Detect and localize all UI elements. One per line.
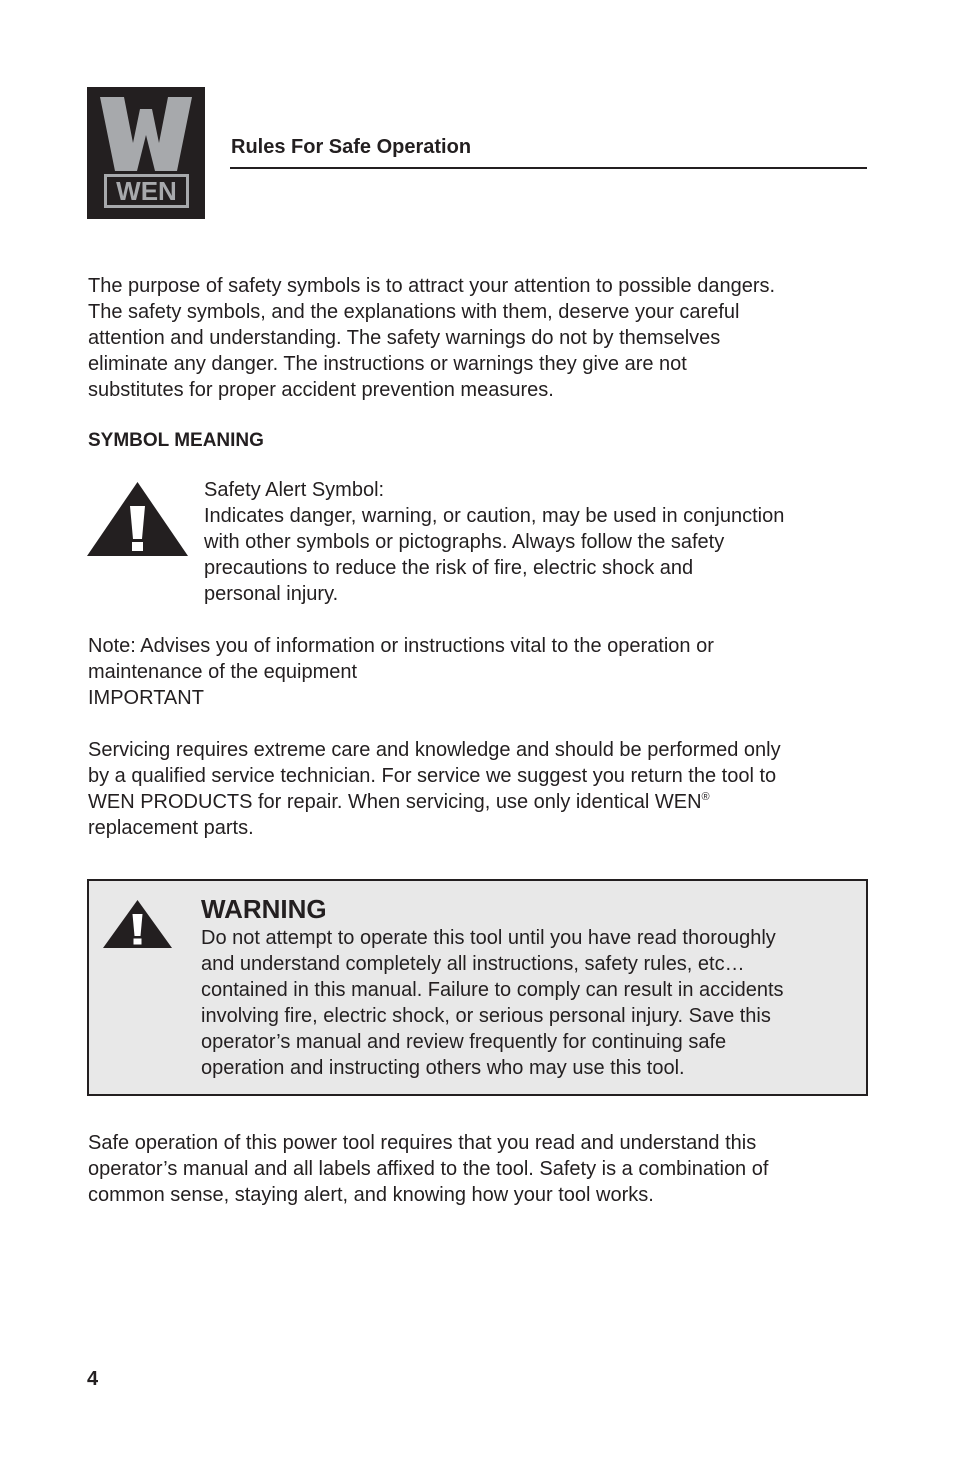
warning-line: involving fire, electric shock, or serious personal injury. Save this (201, 1005, 771, 1027)
note-line: IMPORTANT (88, 687, 204, 709)
warning-line: operator’s manual and review frequently for continuing safe (201, 1031, 727, 1053)
note-line: Note: Advises you of information or instructions vital to the operation or (88, 635, 714, 657)
note-paragraph (88, 633, 868, 711)
intro-line: The safety symbols, and the explanations with them, deserve your careful (88, 301, 740, 323)
alert-line: with other symbols or pictographs. Always follow the safety (204, 531, 725, 553)
intro-paragraph (88, 273, 868, 403)
safety-alert-description (204, 477, 884, 607)
registered-mark: ® (701, 791, 710, 803)
warning-line: operation and instructing others who may use this tool. (201, 1057, 685, 1079)
warning-triangle-icon (103, 900, 172, 948)
closing-line: operator’s manual and all labels affixed to the tool. Safety is a combination of (88, 1158, 769, 1180)
logo-text: WEN (116, 176, 177, 206)
warning-line: contained in this manual. Failure to comply can result in accidents (201, 979, 784, 1001)
closing-paragraph (88, 1130, 868, 1208)
warning-triangle-icon (87, 482, 188, 556)
note-line: maintenance of the equipment (88, 661, 358, 683)
warning-line: Do not attempt to operate this tool until you have read thoroughly (201, 927, 776, 949)
warning-line: and understand completely all instructions, safety rules, etc… (201, 953, 745, 975)
servicing-line-text: WEN PRODUCTS for repair. When servicing, use only identical WEN (88, 791, 702, 813)
warning-text (201, 925, 861, 1081)
closing-line: common sense, staying alert, and knowing how your tool works. (88, 1184, 654, 1206)
intro-line: substitutes for proper accident prevention measures. (88, 379, 554, 401)
header-divider (230, 167, 867, 169)
page-number: 4 (87, 1368, 99, 1390)
servicing-paragraph (88, 737, 888, 841)
intro-line: eliminate any danger. The instructions or warnings they give are not (88, 353, 687, 375)
page-title: Rules For Safe Operation (231, 136, 472, 158)
alert-line: precautions to reduce the risk of fire, electric shock and (204, 557, 694, 579)
servicing-line: by a qualified service technician. For service we suggest you return the tool to (88, 765, 777, 787)
alert-line: personal injury. (204, 583, 339, 605)
symbol-meaning-heading: SYMBOL MEANING (88, 430, 264, 451)
closing-line: Safe operation of this power tool requires that you read and understand this (88, 1132, 757, 1154)
intro-line: attention and understanding. The safety warnings do not by themselves (88, 327, 721, 349)
servicing-line: replacement parts. (88, 817, 254, 839)
wen-logo (87, 87, 205, 219)
intro-line: The purpose of safety symbols is to attract your attention to possible dangers. (88, 275, 776, 297)
servicing-line (88, 789, 888, 815)
servicing-line: Servicing requires extreme care and knowledge and should be performed only (88, 739, 781, 761)
alert-line: Safety Alert Symbol: (204, 479, 385, 501)
alert-line: Indicates danger, warning, or caution, may be used in conjunction (204, 505, 785, 527)
warning-title: WARNING (201, 894, 327, 924)
